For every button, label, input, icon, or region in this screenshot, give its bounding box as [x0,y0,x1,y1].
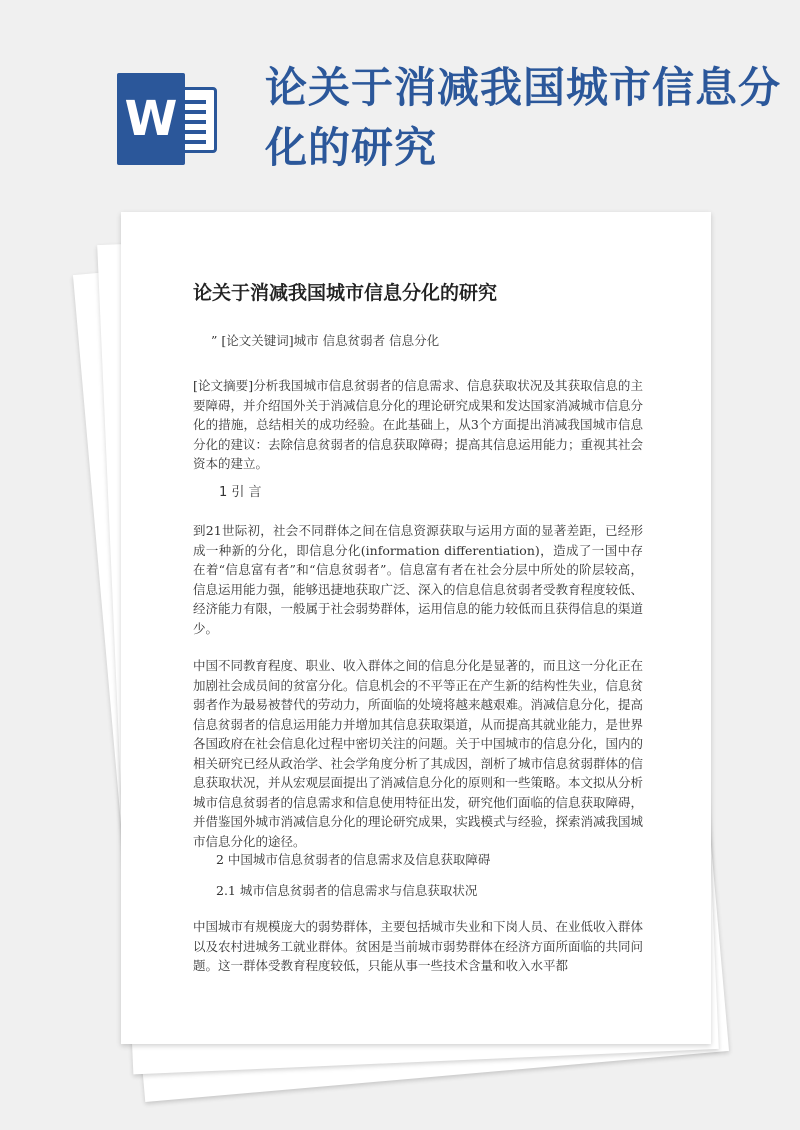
section-heading-2: 2 中国城市信息贫弱者的信息需求及信息获取障碍 [216,852,491,867]
page-title: 论关于消减我国城市信息分化的研究 [265,63,782,172]
document-page [121,212,711,1044]
section-heading-2-1: 2.1 城市信息贫弱者的信息需求与信息获取状况 [216,883,478,898]
body-paragraph: 中国不同教育程度、职业、收入群体之间的信息分化是显著的，而且这一分化正在加剧社会成员间的贫富分化。信息机会的不平等正在产生新的结构性失业，信息贫弱者作为最易被替代的劳动力，所面临的处境将越来越艰难。消减信息分化，提高信息贫弱者的信息运用能力并增加其信息获取渠道，从而提高其就业能力，是世界各国政府在社会信息化过程中密切关注的问题。关于中国城市的信息分化，国内的相关研究已经从政治学、社会学角度分析了其成因，剖析了城市信息贫弱群体的信息获取状况，并从宏观层面提出了消减信息分化的原则和一些策略。本文拟从分析城市信息贫弱者的信息需求和信息使用特征出发，研究他们面临的信息获取障碍，并借鉴国外城市消减信息分化的理论研究成果，实践模式与经验，探索消减我国城市信息分化的途径。 [193,658,644,849]
abstract-paragraph: [论文摘要]分析我国城市信息贫弱者的信息需求、信息获取状况及其获取信息的主要障碍，并介绍国外关于消减信息分化的理论研究成果和发达国家消减城市信息分化的措施，总结相关的成功经验。在此基础上，从3个方面提出消减我国城市信息分化的建议：去除信息贫弱者的信息获取障碍；提高其信息运用能力；重视其社会资本的建立。 [193,378,644,471]
word-document-icon [117,73,217,165]
body-paragraph: 到21世际初，社会不同群体之间在信息资源获取与运用方面的显著差距，已经形成一种新的分化，即信息分化(information differentiation)，造成了一国中存在着“信息富有者”和“信息贫弱者”。信息富有者在社会分层中所处的阶层较高，信息运用能力强，能够迅捷地获取广泛、深入的信息信息贫弱者受教育程度较低、经济能力有限，一般属于社会弱势群体，运用信息的能力较低而且获得信息的渠道少。 [193,523,644,636]
body-paragraph: 中国城市有规模庞大的弱势群体，主要包括城市失业和下岗人员、在业低收入群体以及农村进城务工就业群体。贫困是当前城市弱势群体在经济方面所面临的共同问题。这一群体受教育程度较低，只能从事一些技术含量和收入水平都 [193,919,644,973]
word-letter-icon: W [117,73,185,165]
section-heading-1: 1 引 言 [219,485,262,500]
keywords-line: ” [论文关键词]城市 信息贫弱者 信息分化 [211,333,440,348]
document-title: 论关于消减我国城市信息分化的研究 [193,282,498,304]
